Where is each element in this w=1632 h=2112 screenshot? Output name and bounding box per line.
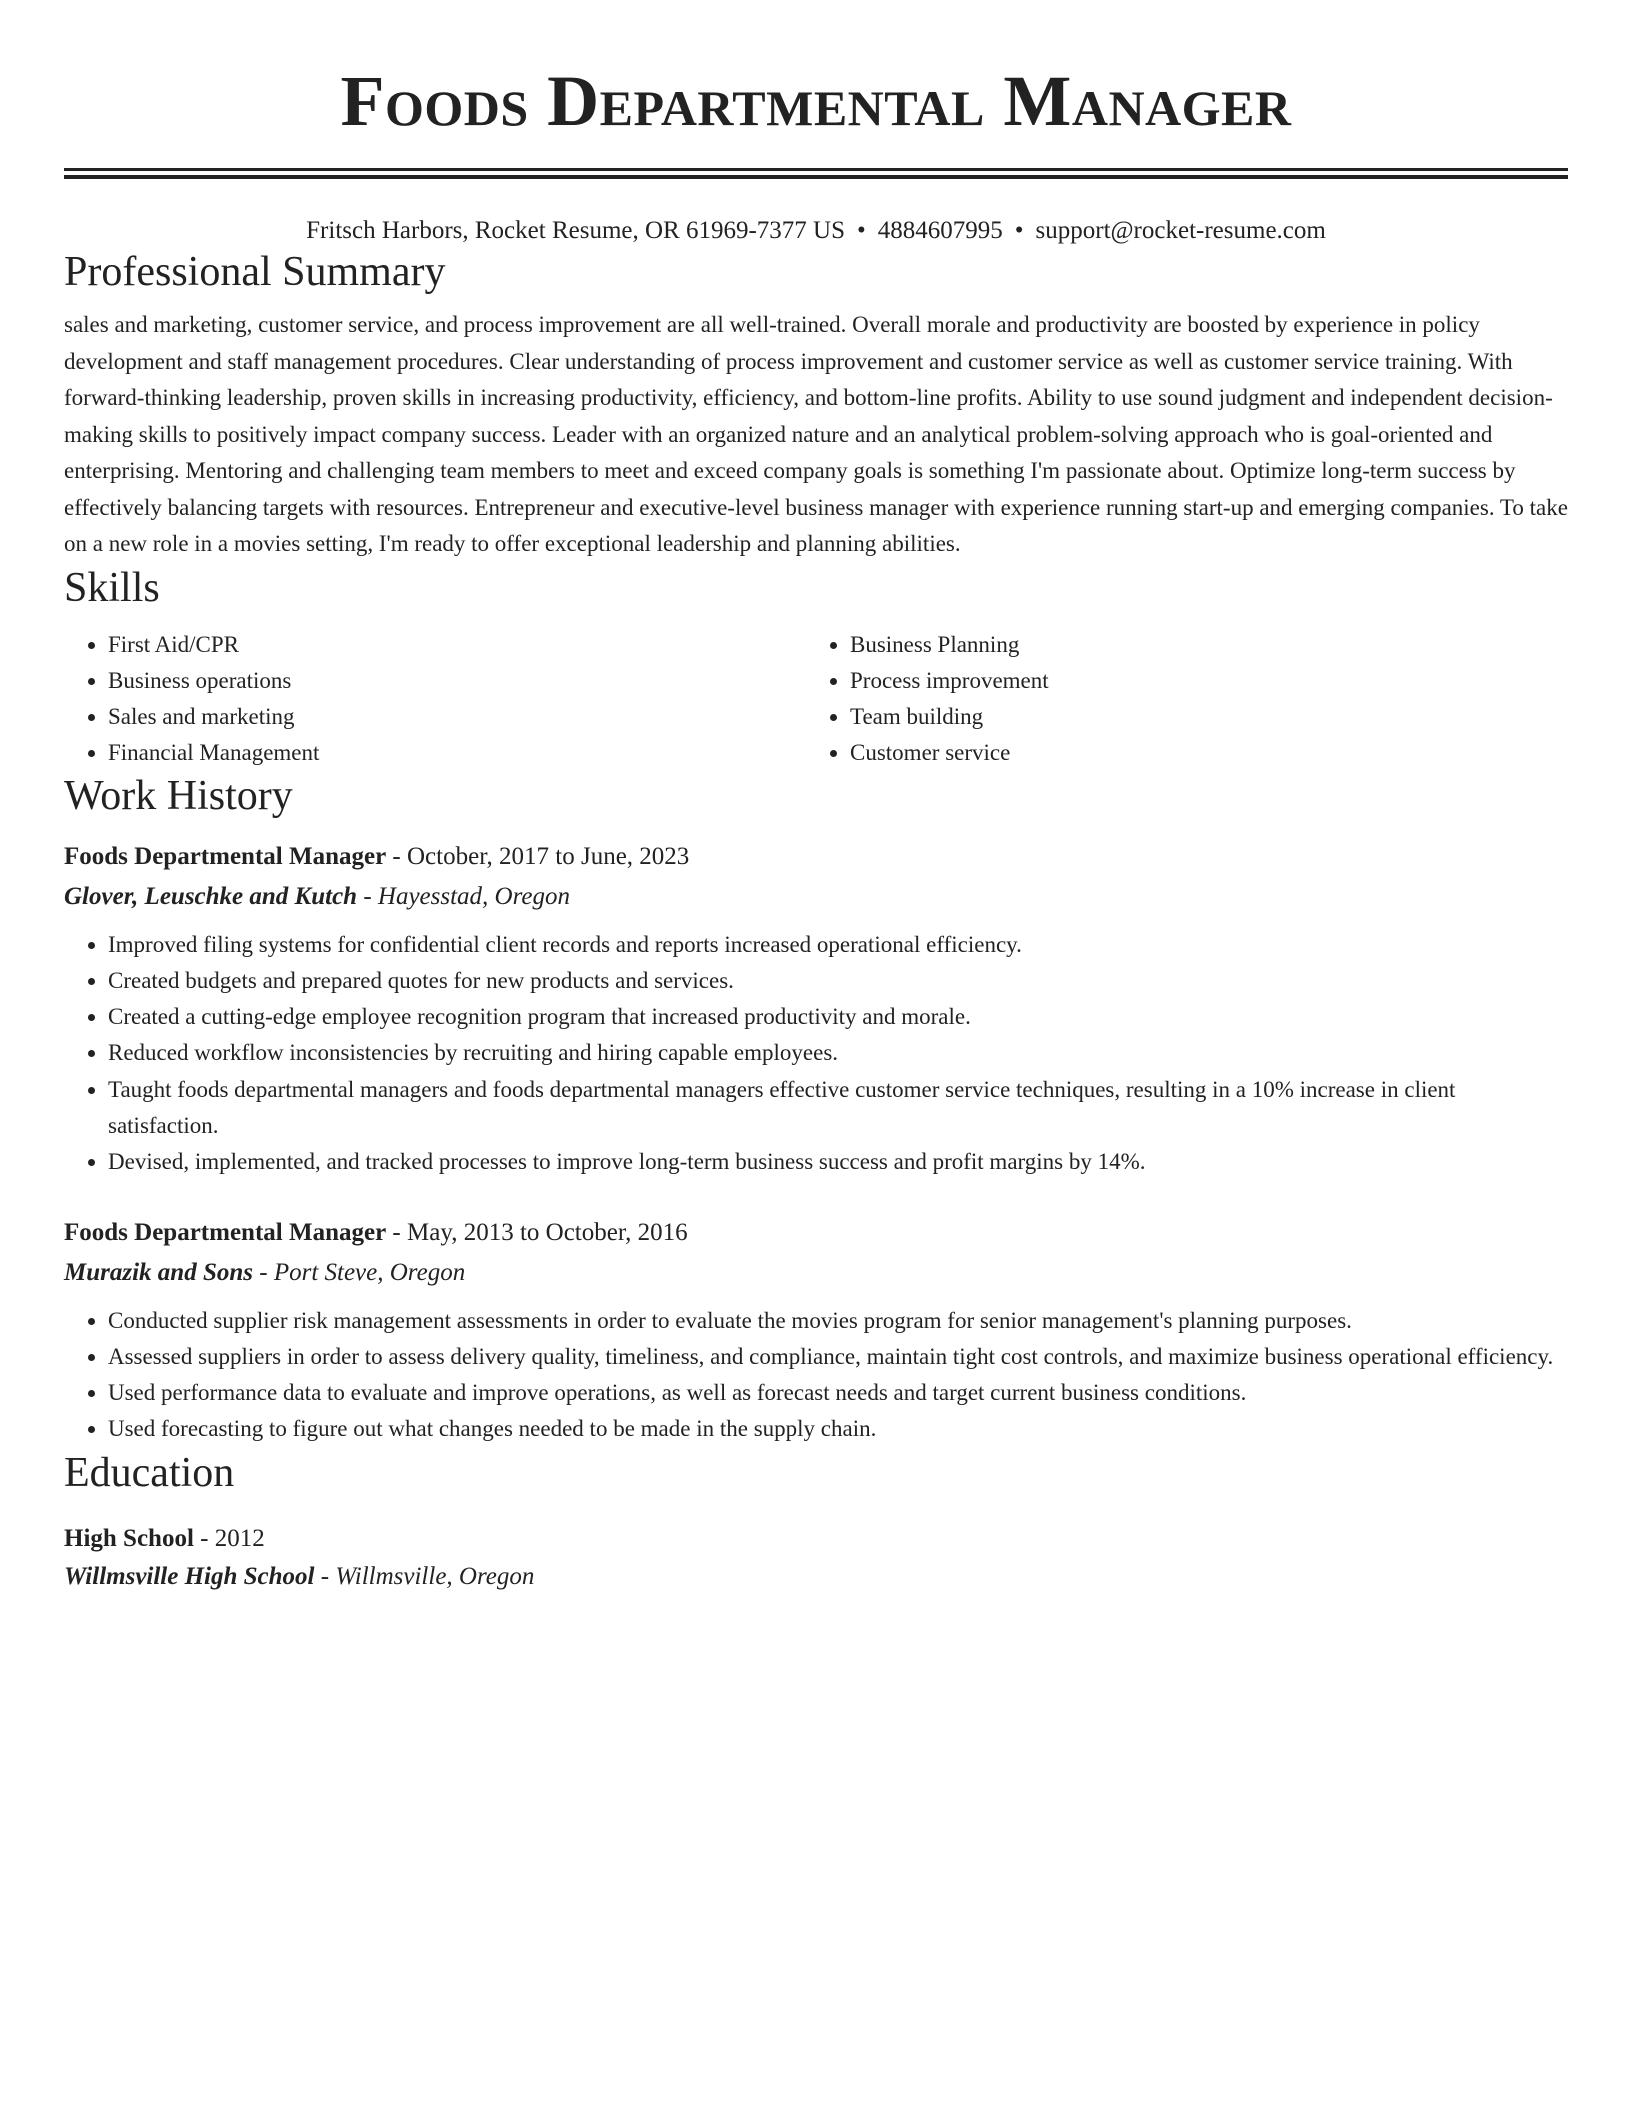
job-dash: - — [357, 882, 378, 910]
job-bullet: • Assessed suppliers in order to assess delivery quality, timeliness, and compliance, maintain tight cost controls, and maximize business operational efficiency. — [108, 1339, 1568, 1375]
work-history-heading: Work History — [64, 772, 293, 819]
skills-column-left — [64, 627, 806, 771]
education-entry — [64, 1520, 1568, 1596]
job-bullet: • Conducted supplier risk management assessments in order to evaluate the movies program for senior management's planning purposes. — [108, 1303, 1568, 1339]
job-dates: May, 2013 to October, 2016 — [407, 1218, 688, 1246]
job-bullet: • Used forecasting to figure out what changes needed to be made in the supply chain. — [108, 1411, 1568, 1447]
job-bullet: • Devised, implemented, and tracked processes to improve long-term business success and profit margins by 14%. — [108, 1144, 1568, 1180]
job-bullet: • Used performance data to evaluate and improve operations, as well as forecast needs and target current business conditions. — [108, 1375, 1568, 1411]
contact-separator: • — [1014, 217, 1024, 244]
job-location: Port Steve, Oregon — [273, 1258, 466, 1286]
job-entry — [64, 837, 1568, 1181]
summary-heading: Professional Summary — [64, 249, 446, 295]
job-bullets — [64, 1303, 1568, 1448]
contact-email[interactable]: support@rocket-resume.com — [1035, 217, 1326, 244]
contact-line — [64, 215, 1568, 247]
job-bullet: • Taught foods departmental managers and foods departmental managers effective customer service techniques, resulting in a 10% increase in client satisfaction. — [108, 1072, 1568, 1145]
skills-heading: Skills — [64, 564, 160, 611]
job-bullets — [64, 927, 1568, 1181]
job-role: Foods Departmental Manager — [64, 842, 387, 870]
education-school-line — [64, 1558, 1568, 1596]
header-divider — [64, 168, 1568, 179]
job-dash: - — [386, 1218, 407, 1246]
education-year: 2012 — [214, 1524, 265, 1552]
skill-item: • Business operations — [108, 663, 806, 699]
skill-item: • Sales and marketing — [108, 699, 806, 735]
job-company: Murazik and Sons — [64, 1258, 253, 1286]
job-bullet: • Created budgets and prepared quotes for new products and services. — [108, 963, 1568, 999]
education-dash: - — [193, 1524, 215, 1552]
job-bullet: • Reduced workflow inconsistencies by recruiting and hiring capable employees. — [108, 1035, 1568, 1071]
job-company: Glover, Leuschke and Kutch — [64, 882, 358, 910]
education-heading-line — [64, 1520, 1568, 1558]
job-employer — [64, 1253, 1568, 1293]
job-heading — [64, 837, 1568, 877]
job-bullet: • Improved filing systems for confidential client records and reports increased operational efficiency. — [108, 927, 1568, 963]
job-entry — [64, 1213, 1568, 1448]
summary-text: sales and marketing, customer service, and process improvement are all well-trained. Overall morale and productivity are boosted by experience in policy development and staff management procedures. Clear understanding of process improvement and customer service as well as customer service training. With forward-thinking leadership, proven skills in increasing productivity, efficiency, and bottom-line profits. Ability to use sound judgment and independent decision-making skills to positively impact company success. Leader with an organized nature and an analytical problem-solving approach who is goal-oriented and enterprising. Mentoring and challenging team members to meet and exceed company goals is something I'm passionate about. Optimize long-term success by effectively balancing targets with resources. Entrepreneur and executive-level business manager with experience running start-up and emerging companies. To take on a new role in a movies setting, I'm ready to offer exceptional leadership and planning abilities. — [64, 312, 1568, 556]
education-school: Willmsville High School — [64, 1562, 315, 1590]
skill-item: • First Aid/CPR — [108, 627, 806, 663]
job-dash: - — [252, 1258, 274, 1286]
job-location: Hayesstad, Oregon — [377, 882, 571, 910]
contact-phone: 4884607995 — [877, 217, 1003, 244]
skill-item: • Team building — [850, 699, 1548, 735]
education-degree: High School — [64, 1524, 194, 1552]
job-bullet: • Created a cutting-edge employee recognition program that increased productivity and morale. — [108, 999, 1568, 1035]
education-location: Willmsville, Oregon — [335, 1562, 535, 1590]
skills-list — [64, 627, 1568, 771]
education-dash: - — [314, 1562, 336, 1590]
job-employer — [64, 877, 1568, 917]
education-heading: Education — [64, 1449, 235, 1496]
contact-address: Fritsch Harbors, Rocket Resume, OR 61969-7377 US — [306, 217, 845, 244]
skill-item: • Customer service — [850, 735, 1548, 771]
resume-title: Foods Departmental Manager — [340, 61, 1292, 141]
job-dates: October, 2017 to June, 2023 — [407, 842, 690, 870]
skill-item: • Business Planning — [850, 627, 1548, 663]
skill-item: • Financial Management — [108, 735, 806, 771]
skills-column-right — [806, 627, 1548, 771]
contact-separator: • — [857, 217, 866, 244]
job-dash: - — [386, 842, 407, 870]
skill-item: • Process improvement — [850, 663, 1548, 699]
job-heading — [64, 1213, 1568, 1253]
job-role: Foods Departmental Manager — [64, 1218, 387, 1246]
